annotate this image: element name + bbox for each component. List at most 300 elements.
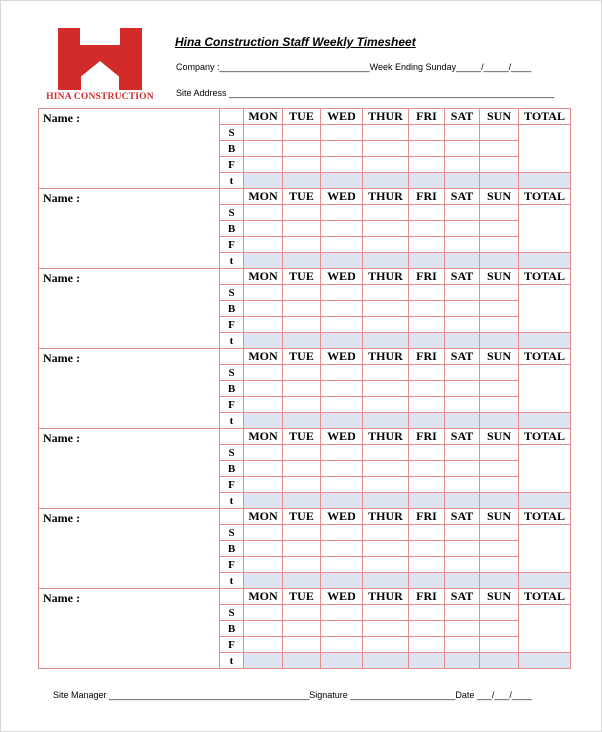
row-code-label: S [220,525,244,541]
day-header: THUR [363,189,409,205]
hours-cell[interactable] [321,205,363,221]
hours-cell[interactable] [363,605,409,621]
timesheet-table [38,108,571,669]
row-code-label: S [220,445,244,461]
hours-cell[interactable] [445,557,480,573]
day-header: TUE [283,269,321,285]
row-code-label: t [220,173,244,189]
hours-cell[interactable] [480,637,519,653]
total-cell[interactable] [519,445,571,493]
hours-cell[interactable] [321,445,363,461]
hours-cell[interactable] [244,445,283,461]
entry-header-row [39,189,571,205]
hours-cell[interactable] [244,221,283,237]
row-code-label: t [220,653,244,669]
row-code-label: F [220,317,244,333]
row-code-label: t [220,493,244,509]
hours-cell[interactable] [409,301,445,317]
hours-cell[interactable] [321,317,363,333]
day-header: THUR [363,589,409,605]
hours-cell[interactable] [283,173,321,189]
hours-cell[interactable] [283,621,321,637]
hours-cell[interactable] [321,141,363,157]
hours-cell[interactable] [409,317,445,333]
hours-cell[interactable] [445,141,480,157]
hours-cell[interactable] [321,237,363,253]
hours-cell[interactable] [445,221,480,237]
hours-cell[interactable] [445,637,480,653]
hours-cell[interactable] [244,413,283,429]
code-header-cell [220,189,244,205]
day-header: TOTAL [519,189,571,205]
hours-cell[interactable] [321,541,363,557]
hours-cell[interactable] [363,317,409,333]
hours-cell[interactable] [480,621,519,637]
hours-cell[interactable] [480,397,519,413]
hours-cell[interactable] [363,221,409,237]
total-cell[interactable] [519,605,571,653]
hours-cell[interactable] [363,557,409,573]
hours-cell[interactable] [480,461,519,477]
day-header: SAT [445,269,480,285]
hours-cell[interactable] [480,493,519,509]
day-header: TUE [283,509,321,525]
hours-cell[interactable] [244,621,283,637]
row-code-label: S [220,365,244,381]
hours-cell[interactable] [283,253,321,269]
row-code-label: t [220,253,244,269]
hours-cell[interactable] [363,365,409,381]
hours-cell[interactable] [363,637,409,653]
hours-cell[interactable] [480,541,519,557]
hours-cell[interactable] [445,125,480,141]
hours-cell[interactable] [480,445,519,461]
row-code-label: B [220,541,244,557]
day-header: SAT [445,589,480,605]
hours-cell[interactable] [363,141,409,157]
hours-cell[interactable] [445,477,480,493]
row-code-label: F [220,397,244,413]
code-header-cell [220,269,244,285]
hours-cell[interactable] [283,285,321,301]
hours-cell[interactable] [409,333,445,349]
day-header: TUE [283,109,321,125]
hours-cell[interactable] [363,237,409,253]
hours-cell[interactable] [363,477,409,493]
hours-cell[interactable] [409,285,445,301]
hours-cell[interactable] [409,557,445,573]
hours-cell[interactable] [244,637,283,653]
hours-cell[interactable] [409,237,445,253]
hours-cell[interactable] [363,573,409,589]
day-header: SUN [480,269,519,285]
hours-cell[interactable] [244,125,283,141]
day-header: TOTAL [519,349,571,365]
hours-cell[interactable] [409,125,445,141]
row-code-label: F [220,157,244,173]
entry-header-row [39,429,571,445]
hours-cell[interactable] [321,621,363,637]
hours-cell[interactable] [321,413,363,429]
day-header: FRI [409,429,445,445]
row-code-label: S [220,125,244,141]
hours-cell[interactable] [244,653,283,669]
hours-cell[interactable] [409,637,445,653]
day-header: TOTAL [519,589,571,605]
day-header: THUR [363,269,409,285]
hours-cell[interactable] [283,381,321,397]
hours-cell[interactable] [321,653,363,669]
hours-cell[interactable] [283,461,321,477]
day-header: WED [321,109,363,125]
hours-cell[interactable] [363,397,409,413]
row-code-label: t [220,333,244,349]
total-cell[interactable] [519,653,571,669]
hours-cell[interactable] [409,525,445,541]
total-cell[interactable] [519,493,571,509]
day-header: SUN [480,429,519,445]
hours-cell[interactable] [283,573,321,589]
hours-cell[interactable] [363,493,409,509]
hours-cell[interactable] [321,605,363,621]
day-header: WED [321,349,363,365]
day-header: SUN [480,109,519,125]
hours-cell[interactable] [244,573,283,589]
hours-cell[interactable] [409,173,445,189]
hours-cell[interactable] [283,365,321,381]
hours-cell[interactable] [363,173,409,189]
hours-cell[interactable] [283,317,321,333]
total-cell[interactable] [519,253,571,269]
hours-cell[interactable] [363,653,409,669]
hours-cell[interactable] [321,381,363,397]
hours-cell[interactable] [363,333,409,349]
hours-cell[interactable] [409,397,445,413]
company-week-ending-field[interactable]: Company :______________________________Week Ending Sunday_____/_____/____ [176,62,532,72]
hours-cell[interactable] [363,301,409,317]
hours-cell[interactable] [363,253,409,269]
hours-cell[interactable] [480,125,519,141]
hours-cell[interactable] [283,397,321,413]
hours-cell[interactable] [445,365,480,381]
hours-cell[interactable] [445,317,480,333]
hours-cell[interactable] [321,573,363,589]
day-header: SUN [480,509,519,525]
hours-cell[interactable] [321,157,363,173]
hours-cell[interactable] [244,493,283,509]
hours-cell[interactable] [480,221,519,237]
employee-name-cell[interactable]: Name : [39,589,220,669]
employee-name-cell[interactable]: Name : [39,349,220,429]
entry-header-row [39,589,571,605]
hours-cell[interactable] [409,205,445,221]
day-header: WED [321,269,363,285]
hours-cell[interactable] [244,381,283,397]
entry-header-row [39,349,571,365]
hours-cell[interactable] [283,221,321,237]
hours-cell[interactable] [283,157,321,173]
hours-cell[interactable] [409,253,445,269]
day-header: MON [244,349,283,365]
hours-cell[interactable] [321,253,363,269]
hours-cell[interactable] [480,317,519,333]
row-code-label: F [220,237,244,253]
employee-name-cell[interactable]: Name : [39,189,220,269]
hours-cell[interactable] [445,445,480,461]
hours-cell[interactable] [409,365,445,381]
code-header-cell [220,349,244,365]
day-header: WED [321,509,363,525]
day-header: SAT [445,189,480,205]
hours-cell[interactable] [244,605,283,621]
day-header: FRI [409,269,445,285]
day-header: TOTAL [519,109,571,125]
hours-cell[interactable] [409,445,445,461]
row-code-label: B [220,141,244,157]
hours-cell[interactable] [283,333,321,349]
hours-cell[interactable] [244,397,283,413]
hours-cell[interactable] [409,493,445,509]
hours-cell[interactable] [480,141,519,157]
hours-cell[interactable] [321,333,363,349]
hours-cell[interactable] [283,237,321,253]
hours-cell[interactable] [363,461,409,477]
hours-cell[interactable] [244,557,283,573]
day-header: TOTAL [519,429,571,445]
day-header: MON [244,109,283,125]
hours-cell[interactable] [363,125,409,141]
hours-cell[interactable] [409,381,445,397]
hours-cell[interactable] [244,461,283,477]
total-cell[interactable] [519,285,571,333]
total-cell[interactable] [519,125,571,173]
hours-cell[interactable] [480,365,519,381]
hours-cell[interactable] [409,157,445,173]
hours-cell[interactable] [480,413,519,429]
hours-cell[interactable] [480,381,519,397]
total-cell[interactable] [519,573,571,589]
hours-cell[interactable] [244,525,283,541]
hours-cell[interactable] [445,157,480,173]
employee-name-cell[interactable]: Name : [39,509,220,589]
total-cell[interactable] [519,365,571,413]
hours-cell[interactable] [321,525,363,541]
hours-cell[interactable] [363,157,409,173]
day-header: SAT [445,109,480,125]
hours-cell[interactable] [445,301,480,317]
hours-cell[interactable] [409,477,445,493]
hours-cell[interactable] [363,525,409,541]
hours-cell[interactable] [321,557,363,573]
hours-cell[interactable] [283,141,321,157]
row-code-label: B [220,301,244,317]
hours-cell[interactable] [409,461,445,477]
hours-cell[interactable] [445,653,480,669]
entry-header-row [39,109,571,125]
day-header: SUN [480,589,519,605]
hours-cell[interactable] [445,381,480,397]
hours-cell[interactable] [409,573,445,589]
day-header: TOTAL [519,269,571,285]
hours-cell[interactable] [409,605,445,621]
hours-cell[interactable] [480,525,519,541]
hours-cell[interactable] [244,205,283,221]
hours-cell[interactable] [244,157,283,173]
hours-cell[interactable] [283,637,321,653]
row-code-label: B [220,461,244,477]
hours-cell[interactable] [363,445,409,461]
hours-cell[interactable] [445,333,480,349]
hours-cell[interactable] [445,573,480,589]
hours-cell[interactable] [480,157,519,173]
row-code-label: B [220,381,244,397]
hours-cell[interactable] [409,653,445,669]
hours-cell[interactable] [244,237,283,253]
hours-cell[interactable] [321,285,363,301]
hours-cell[interactable] [480,573,519,589]
hours-cell[interactable] [363,541,409,557]
hours-cell[interactable] [321,637,363,653]
hours-cell[interactable] [321,493,363,509]
day-header: THUR [363,349,409,365]
hours-cell[interactable] [445,541,480,557]
hours-cell[interactable] [445,205,480,221]
hours-cell[interactable] [445,621,480,637]
code-header-cell [220,509,244,525]
signature-footer[interactable]: Site Manager ________________________________________Signature _____________________Date ___/___/____ [53,690,532,700]
hours-cell[interactable] [283,653,321,669]
hours-cell[interactable] [480,237,519,253]
hours-cell[interactable] [409,221,445,237]
hours-cell[interactable] [244,301,283,317]
hours-cell[interactable] [445,525,480,541]
hours-cell[interactable] [480,285,519,301]
hours-cell[interactable] [244,285,283,301]
day-header: WED [321,429,363,445]
total-cell[interactable] [519,205,571,253]
hours-cell[interactable] [283,605,321,621]
total-cell[interactable] [519,333,571,349]
entry-header-row [39,509,571,525]
employee-name-cell[interactable]: Name : [39,109,220,189]
hours-cell[interactable] [283,525,321,541]
hours-cell[interactable] [363,621,409,637]
day-header: MON [244,189,283,205]
hours-cell[interactable] [445,605,480,621]
day-header: SAT [445,429,480,445]
hours-cell[interactable] [283,477,321,493]
hours-cell[interactable] [244,317,283,333]
total-cell[interactable] [519,173,571,189]
total-cell[interactable] [519,525,571,573]
hours-cell[interactable] [363,413,409,429]
hours-cell[interactable] [480,205,519,221]
hours-cell[interactable] [283,557,321,573]
day-header: FRI [409,589,445,605]
hours-cell[interactable] [321,173,363,189]
logo-text: HINA CONSTRUCTION [46,92,154,102]
hours-cell[interactable] [409,621,445,637]
day-header: MON [244,589,283,605]
hours-cell[interactable] [445,237,480,253]
day-header: MON [244,509,283,525]
hours-cell[interactable] [321,221,363,237]
hours-cell[interactable] [409,413,445,429]
hours-cell[interactable] [244,365,283,381]
day-header: SUN [480,189,519,205]
hours-cell[interactable] [321,397,363,413]
day-header: SAT [445,349,480,365]
hours-cell[interactable] [409,141,445,157]
hours-cell[interactable] [445,461,480,477]
hours-cell[interactable] [321,301,363,317]
hours-cell[interactable] [283,301,321,317]
hours-cell[interactable] [283,541,321,557]
code-header-cell [220,109,244,125]
hours-cell[interactable] [244,477,283,493]
hours-cell[interactable] [283,125,321,141]
hours-cell[interactable] [445,397,480,413]
hours-cell[interactable] [480,253,519,269]
day-header: THUR [363,109,409,125]
hours-cell[interactable] [283,205,321,221]
hours-cell[interactable] [321,125,363,141]
day-header: FRI [409,189,445,205]
hours-cell[interactable] [480,173,519,189]
hours-cell[interactable] [321,477,363,493]
total-cell[interactable] [519,413,571,429]
row-code-label: B [220,221,244,237]
hours-cell[interactable] [445,493,480,509]
site-address-field[interactable]: Site Address _________________________________________________________________ [176,88,555,98]
hours-cell[interactable] [480,333,519,349]
day-header: MON [244,269,283,285]
hours-cell[interactable] [363,381,409,397]
day-header: WED [321,189,363,205]
hours-cell[interactable] [480,477,519,493]
hours-cell[interactable] [480,301,519,317]
hours-cell[interactable] [445,253,480,269]
hours-cell[interactable] [244,173,283,189]
code-header-cell [220,429,244,445]
hours-cell[interactable] [480,653,519,669]
hours-cell[interactable] [244,141,283,157]
hours-cell[interactable] [363,285,409,301]
employee-name-cell[interactable]: Name : [39,429,220,509]
hours-cell[interactable] [244,333,283,349]
row-code-label: t [220,413,244,429]
day-header: THUR [363,509,409,525]
hours-cell[interactable] [480,557,519,573]
hours-cell[interactable] [445,413,480,429]
row-code-label: F [220,637,244,653]
day-header: FRI [409,349,445,365]
hours-cell[interactable] [283,445,321,461]
hours-cell[interactable] [363,205,409,221]
day-header: TUE [283,189,321,205]
hours-cell[interactable] [244,541,283,557]
hours-cell[interactable] [445,285,480,301]
hours-cell[interactable] [480,605,519,621]
hours-cell[interactable] [283,493,321,509]
hours-cell[interactable] [409,541,445,557]
hours-cell[interactable] [445,173,480,189]
employee-name-cell[interactable]: Name : [39,269,220,349]
hours-cell[interactable] [321,461,363,477]
hours-cell[interactable] [321,365,363,381]
hours-cell[interactable] [283,413,321,429]
hours-cell[interactable] [244,253,283,269]
